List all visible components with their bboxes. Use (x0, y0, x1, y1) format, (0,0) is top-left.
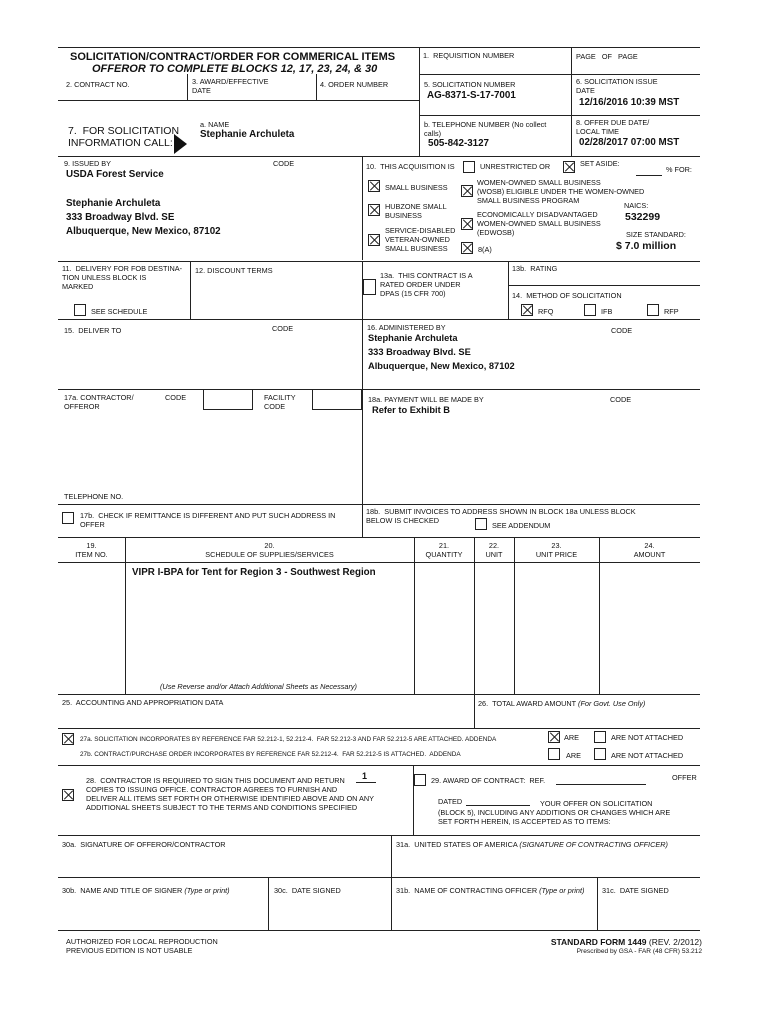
b15-code-label: CODE (272, 324, 294, 333)
form-subtitle: OFFEROR TO COMPLETE BLOCKS 12, 17, 23, 24, & 30 (92, 63, 378, 75)
28-checkbox[interactable] (62, 789, 74, 801)
wosb-label: WOMEN-OWNED SMALL BUSINESS (WOSB) ELIGIBLE UNDER THE WOMEN-OWNED SMALL BUSINESS PROGRAM (477, 178, 645, 205)
b10-label: 10. THIS ACQUISITION IS (366, 162, 455, 171)
page-label: PAGE OF PAGE (576, 52, 638, 61)
rated-order-checkbox[interactable] (363, 279, 376, 295)
pointer-arrow-icon (174, 134, 187, 154)
b1-label: 1. REQUISITION NUMBER (423, 51, 515, 60)
reverse-note: (Use Reverse and/or Attach Additional Sheets as Necessary) (160, 682, 357, 691)
offer-label: OFFER (672, 773, 697, 782)
pct-for-label: % FOR: (666, 165, 692, 174)
sdvosb-label: SERVICE-DISABLED VETERAN-OWNED SMALL BUSINESS (385, 226, 456, 253)
naics-value[interactable]: 532299 (625, 211, 661, 223)
set-aside-label: SET ASIDE: (580, 159, 620, 168)
b9-label: 9. ISSUED BY (64, 159, 112, 168)
pct-line (636, 175, 662, 176)
ref-line (556, 784, 646, 785)
27a-checkbox[interactable] (62, 733, 74, 745)
b29-label: 29. AWARD OF CONTRACT: REF. (431, 776, 546, 785)
b17a-code-label: CODE (165, 393, 187, 402)
b27a-label: 27a. SOLICITATION INCORPORATES BY REFERENCE FAR 52.212-1, 52.212-4. FAR 52.212-3 AND FAR 52.212-5 ARE ATTACHED. ADDENDA (80, 736, 497, 743)
wosb-checkbox[interactable] (461, 185, 473, 197)
b18b-label: 18b. SUBMIT INVOICES TO ADDRESS SHOWN IN BLOCK 18a UNLESS BLOCK BELOW IS CHECKED (366, 507, 636, 525)
b30a-label: 30a. SIGNATURE OF OFFEROR/CONTRACTOR (62, 840, 226, 849)
naics-label: NAICS: (624, 201, 649, 210)
rfp-checkbox[interactable] (647, 304, 659, 316)
8a-label: 8(A) (478, 245, 492, 254)
27a-are-not-label: ARE NOT ATTACHED (611, 733, 684, 742)
b12-label: 12. DISCOUNT TERMS (195, 266, 273, 275)
27a-are-checkbox[interactable] (548, 731, 560, 743)
footer-reproduction-note: AUTHORIZED FOR LOCAL REPRODUCTION PREVIOUS EDITION IS NOT USABLE (66, 937, 218, 955)
b17b-label: 17b. CHECK IF REMITTANCE IS DIFFERENT AND PUT SUCH ADDRESS IN OFFER (80, 511, 336, 529)
b31a-label: 31a. UNITED STATES OF AMERICA (SIGNATURE OF CONTRACTING OFFICER) (396, 840, 668, 849)
b13a-label: 13a. THIS CONTRACT IS A RATED ORDER UNDER DPAS (15 CFR 700) (380, 271, 473, 298)
b9-code-label: CODE (273, 159, 295, 168)
b18a-code-label: CODE (610, 395, 632, 404)
b26-label: 26. TOTAL AWARD AMOUNT (For Govt. Use Only) (478, 699, 646, 708)
contact-name[interactable]: Stephanie Archuleta (200, 129, 295, 140)
b14-label: 14. METHOD OF SOLICITATION (512, 291, 622, 300)
unrestricted-checkbox[interactable] (463, 161, 475, 173)
see-addendum-checkbox[interactable] (475, 518, 487, 530)
b25-label: 25. ACCOUNTING AND APPROPRIATION DATA (62, 698, 224, 707)
small-business-label: SMALL BUSINESS (385, 183, 448, 192)
remittance-checkbox[interactable] (62, 512, 74, 524)
copies-line (356, 782, 376, 783)
27a-are-label: ARE (564, 733, 580, 742)
ifb-label: IFB (601, 307, 613, 316)
issuer-address2: Albuquerque, New Mexico, 87102 (66, 226, 221, 237)
line-item-description: VIPR I-BPA for Tent for Region 3 - Southwest Region (132, 567, 376, 578)
facility-code-label: FACILITY CODE (264, 393, 296, 411)
27b-are-not-label: ARE NOT ATTACHED (611, 751, 684, 760)
b16-code-label: CODE (611, 326, 633, 335)
prescribed-by: Prescribed by GSA - FAR (48 CFR) 53.212 (576, 948, 702, 955)
dated-label: DATED (438, 797, 463, 806)
issuing-agency: USDA Forest Service (66, 169, 164, 180)
copies-value[interactable]: 1 (362, 771, 368, 781)
col20-header: 20. SCHEDULE OF SUPPLIES/SERVICES (205, 541, 334, 559)
issuer-name: Stephanie Archuleta (66, 198, 161, 209)
see-schedule-label: SEE SCHEDULE (91, 307, 148, 316)
form-name: STANDARD FORM 1449 (REV. 2/2012) (550, 937, 702, 947)
unrestricted-label: UNRESTRICTED OR (480, 162, 551, 171)
27b-are-not-checkbox[interactable] (594, 748, 606, 760)
b7b-label: b. TELEPHONE NUMBER (No collect calls) (424, 120, 547, 138)
see-schedule-checkbox[interactable] (74, 304, 86, 316)
b2-label: 2. CONTRACT NO. (66, 80, 130, 89)
your-offer-text: YOUR OFFER ON SOLICITATION (BLOCK 5), INCLUDING ANY ADDITIONS OR CHANGES WHICH ARE SET FORTH HEREIN, IS ACCEPTED AS TO ITEMS: (438, 799, 671, 826)
b4-label: 4. ORDER NUMBER (320, 80, 389, 89)
b28-label: 28. CONTRACTOR IS REQUIRED TO SIGN THIS DOCUMENT AND RETURN COPIES TO ISSUING OFFICE. CONTRACTOR AGREES TO FURNISH AND DELIVER ALL ITEMS SET FORTH OR OTHERWISE IDENTIFIED ABOVE AND ON ANY ADDITIONAL SHEETS SUBJECT TO THE TERMS AND CONDITIONS SPECIFIED (86, 776, 375, 812)
b31c-label: 31c. DATE SIGNED (602, 886, 669, 895)
col24-header: 24. AMOUNT (633, 541, 666, 559)
col19-header: 19. ITEM NO. (75, 541, 108, 559)
b31b-label: 31b. NAME OF CONTRACTING OFFICER (Type or print) (396, 886, 585, 895)
27b-are-label: ARE (566, 751, 582, 760)
27b-are-checkbox[interactable] (548, 748, 560, 760)
b6-label: 6. SOLICITATION ISSUE DATE (576, 77, 658, 95)
hubzone-checkbox[interactable] (368, 204, 380, 216)
administrator-address1: 333 Broadway Blvd. SE (368, 347, 471, 357)
b7-label: 7. FOR SOLICITATION INFORMATION CALL: (68, 125, 180, 149)
b7a-label: a. NAME (200, 120, 230, 129)
col21-header: 21. QUANTITY (425, 541, 463, 559)
27a-are-not-checkbox[interactable] (594, 731, 606, 743)
b3-label: 3. AWARD/EFFECTIVE DATE (192, 77, 269, 95)
size-standard-label: SIZE STANDARD: (626, 230, 686, 239)
offer-due-date[interactable]: 02/28/2017 07:00 MST (579, 137, 680, 148)
set-aside-checkbox[interactable] (563, 161, 575, 173)
col23-header: 23. UNIT PRICE (535, 541, 578, 559)
solicitation-issue-date[interactable]: 12/16/2016 10:39 MST (579, 97, 680, 108)
contact-phone[interactable]: 505-842-3127 (428, 138, 490, 149)
b16-label: 16. ADMINISTERED BY (367, 323, 446, 332)
solicitation-number[interactable]: AG-8371-S-17-7001 (427, 90, 516, 101)
administrator-name: Stephanie Archuleta (368, 333, 458, 343)
b5-label: 5. SOLICITATION NUMBER (424, 80, 516, 89)
form-title: SOLICITATION/CONTRACT/ORDER FOR COMMERICAL ITEMS (70, 51, 396, 63)
8a-checkbox[interactable] (461, 242, 473, 254)
payment-ref: Refer to Exhibit B (372, 405, 450, 415)
see-addendum-label: SEE ADDENDUM (492, 521, 551, 530)
hubzone-label: HUBZONE SMALL BUSINESS (385, 202, 447, 220)
ifb-checkbox[interactable] (584, 304, 596, 316)
rfp-label: RFP (664, 307, 679, 316)
29-checkbox[interactable] (414, 774, 426, 786)
col22-header: 22. UNIT (485, 541, 503, 559)
b30b-label: 30b. NAME AND TITLE OF SIGNER (Type or print) (62, 886, 230, 895)
b18a-label: 18a. PAYMENT WILL BE MADE BY (368, 395, 484, 404)
b30c-label: 30c. DATE SIGNED (274, 886, 341, 895)
b27b-label: 27b. CONTRACT/PURCHASE ORDER INCORPORATES BY REFERENCE FAR 52.212-4. FAR 52.212-5 IS ATTACHED. ADDENDA (80, 751, 461, 758)
issuer-address1: 333 Broadway Blvd. SE (66, 212, 175, 223)
administrator-address2: Albuquerque, New Mexico, 87102 (368, 361, 515, 371)
telephone-label: TELEPHONE NO. (64, 492, 124, 501)
small-business-checkbox[interactable] (368, 180, 380, 192)
b8-label: 8. OFFER DUE DATE/ LOCAL TIME (576, 118, 650, 136)
b11-label: 11. DELIVERY FOR FOB DESTINA- TION UNLESS BLOCK IS MARKED (62, 264, 183, 291)
rfq-label: RFQ (538, 307, 554, 316)
b15-label: 15. DELIVER TO (64, 326, 122, 335)
sdvosb-checkbox[interactable] (368, 234, 380, 246)
b13b-label: 13b. RATING (512, 264, 558, 273)
edwosb-label: ECONOMICALLY DISADVANTAGED WOMEN-OWNED SMALL BUSINESS (EDWOSB) (477, 210, 601, 237)
size-standard-value[interactable]: $ 7.0 million (616, 240, 677, 252)
rfq-checkbox[interactable] (521, 304, 533, 316)
edwosb-checkbox[interactable] (461, 218, 473, 230)
b17a-label: 17a. CONTRACTOR/ OFFEROR (64, 393, 134, 411)
